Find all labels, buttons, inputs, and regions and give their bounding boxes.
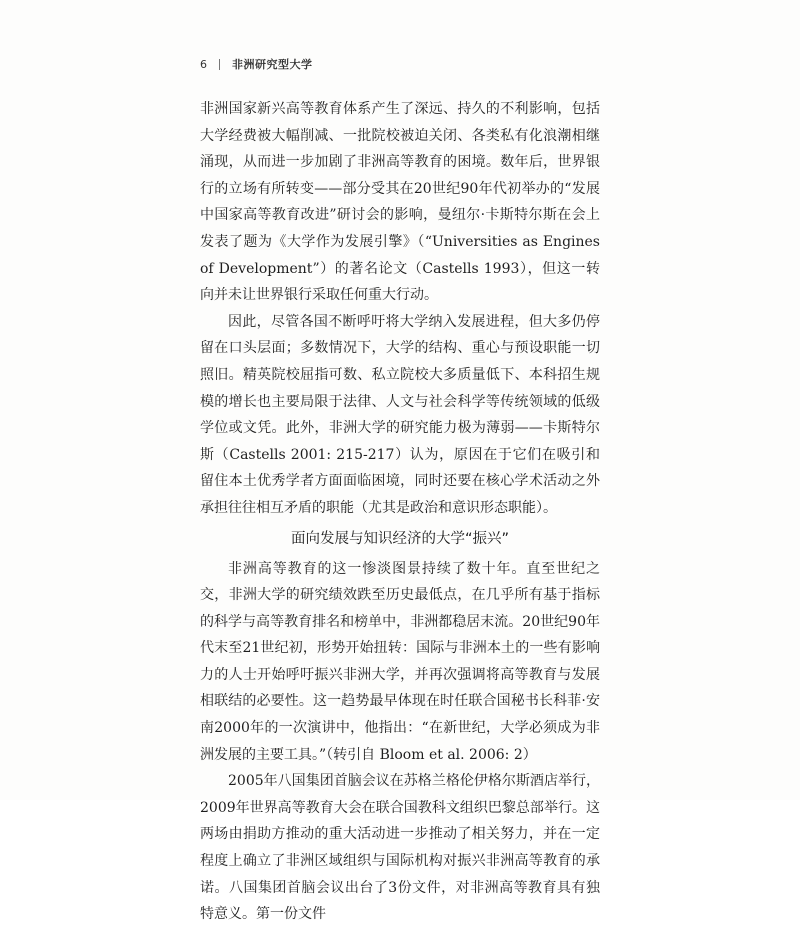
paragraph-4: 2005年八国集团首脑会议在苏格兰格伦伊格尔斯酒店举行，2009年世界高等教育大会在联合国教科文组织巴黎总部举行。这两场由捐助方推动的重大活动进一步推动了相关努力，并在一定程度上确立了非洲区域组织与国际机构对振兴非洲高等教育的承诺。八国集团首脑会议出台了3份文件，对非洲高等教育具有独特意义。第一份文件 — [200, 773, 600, 923]
section-heading: 面向发展与知识经济的大学“振兴” — [290, 530, 510, 547]
running-head — [200, 56, 313, 72]
page-number: 6 — [200, 57, 207, 71]
body-text — [200, 96, 600, 928]
header-divider — [219, 59, 220, 70]
paragraph-1: 非洲国家新兴高等教育体系产生了深远、持久的不利影响，包括大学经费被大幅削减、一批院校被迫关闭、各类私有化浪潮相继涌现，从而进一步加剧了非洲高等教育的困境。数年后，世界银行的立场有所转变——部分受其在20世纪90年代初举办的“发展中国家高等教育改进”研讨会的影响，曼纽尔·卡斯特尔斯在会上发表了题为《大学作为发展引擎》（“Universities as Engines of Development”）的著名论文（Castells 1993），但这一转向并未让世界银行采取任何重大行动。 — [200, 101, 600, 304]
paragraph-2: 因此，尽管各国不断呼吁将大学纳入发展进程，但大多仍停留在口头层面；多数情况下，大学的结构、重心与预设职能一切照旧。精英院校屈指可数、私立院校大多质量低下、本科招生规模的增长也主要局限于法律、人文与社会科学等传统领域的低级学位或文凭。此外，非洲大学的研究能力极为薄弱——卡斯特尔斯（Castells 2001: 215-217）认为，原因在于它们在吸引和留住本土优秀学者方面面临困境，同时还要在核心学术活动之外承担往往相互矛盾的职能（尤其是政治和意识形态职能）。 — [200, 313, 600, 516]
book-title: 非洲研究型大学 — [232, 58, 313, 71]
paragraph-3: 非洲高等教育的这一惨淡图景持续了数十年。直至世纪之交，非洲大学的研究绩效跌至历史最低点，在几乎所有基于指标的科学与高等教育排名和榜单中，非洲都稳居末流。20世纪90年代末至21世纪初，形势开始扭转：国际与非洲本土的一些有影响力的人士开始呼吁振兴非洲大学，并再次强调将高等教育与发展相联结的必要性。这一趋势最早体现在时任联合国秘书长科菲·安南2000年的一次演讲中，他指出：“在新世纪，大学必须成为非洲发展的主要工具。”（转引自 Bloom et al. 2006: 2） — [200, 560, 600, 763]
